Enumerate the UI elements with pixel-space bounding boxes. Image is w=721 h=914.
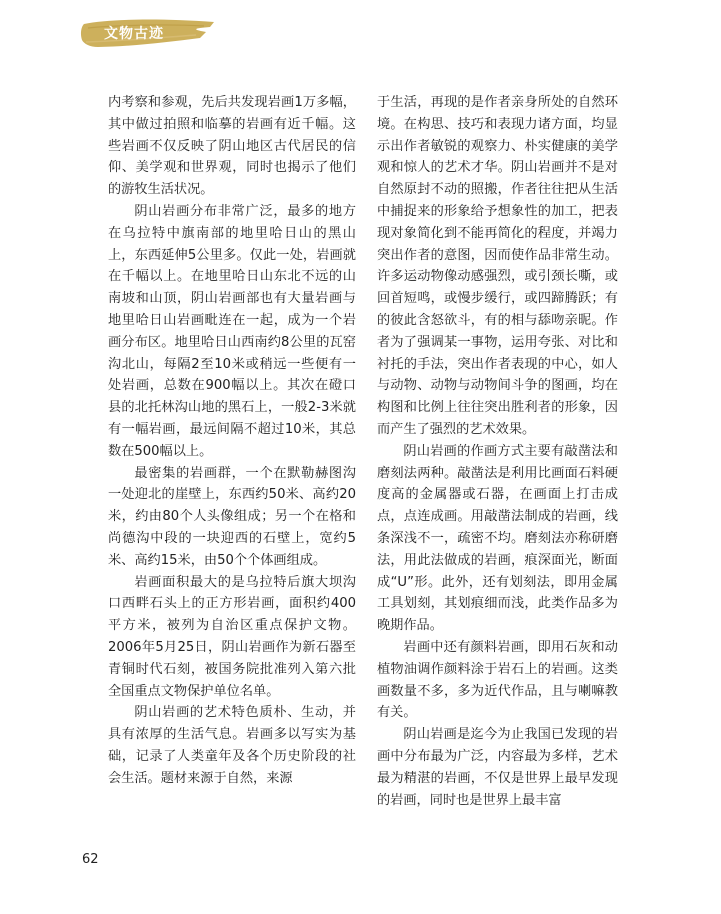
right-column (377, 92, 618, 811)
page-number: 62 (82, 852, 99, 867)
left-column (108, 92, 356, 790)
paragraph: 阴山岩画的艺术特色质朴、生动，并具有浓厚的生活气息。岩画多以写实为基础，记录了人类童年及各个历史阶段的社会生活。题材来源于自然，来源 (108, 705, 356, 786)
paragraph: 内考察和参观，先后共发现岩画1万多幅，其中做过拍照和临摹的岩画有近千幅。这些岩画不仅反映了阴山地区古代居民的信仰、美学观和世界观，同时也揭示了他们的游牧生活状况。 (108, 95, 356, 198)
paragraph: 阴山岩画是迄今为止我国已发现的岩画中分布最为广泛，内容最为多样，艺术最为精湛的岩画，不仅是世界上最早发现的岩画，同时也是世界上最丰富 (377, 727, 618, 808)
paragraph: 最密集的岩画群，一个在默勒赫图沟一处迎北的崖壁上，东西约50米、高约20米，约由80个人头像组成；另一个在格和尚德沟中段的一块迎西的石壁上，宽约5米、高约15米，由50个个体画组成。 (108, 465, 356, 568)
section-banner (78, 16, 218, 50)
paragraph: 于生活，再现的是作者亲身所处的自然环境。在构思、技巧和表现力诸方面，均显示出作者敏锐的观察力、朴实健康的美学观和惊人的艺术才华。阴山岩画并不是对自然原封不动的照搬，作者往往把从生活中捕捉来的形象给予想象性的加工，把表现对象简化到不能再简化的程度，并竭力突出作者的意图，因而使作品非常生动。许多运动物像动感强烈，或引颈长嘶，或回首短鸣，或慢步缓行，或四蹄腾跃；有的彼此含怒欲斗，有的相与舔吻亲昵。作者为了强调某一事物，运用夸张、对比和衬托的手法，突出作者表现的中心，如人与动物、动物与动物间斗争的图画，均在构图和比例上往往突出胜利者的形象，因而产生了强烈的艺术效果。 (377, 95, 618, 437)
section-title: 文物古迹 (104, 26, 164, 42)
paragraph: 岩画面积最大的是乌拉特后旗大坝沟口西畔石头上的正方形岩画，面积约400平方米，被列为自治区重点保护文物。2006年5月25日，阴山岩画作为新石器至青铜时代石刻，被国务院批准列入第六批全国重点文物保护单位名单。 (108, 574, 356, 699)
paragraph: 阴山岩画的作画方式主要有敲凿法和磨刻法两种。敲凿法是利用比画面石料硬度高的金属器或石器，在画面上打击成点，点连成画。用敲凿法制成的岩画，线条深浅不一，疏密不均。磨刻法亦称研磨法，用此法做成的岩画，痕深面光，断面成“U”形。此外，还有划刻法，即用金属工具划刻，其划痕细而浅，此类作品多为晚期作品。 (377, 443, 618, 634)
paragraph: 岩画中还有颜料岩画，即用石灰和动植物油调作颜料涂于岩石上的岩画。这类画数量不多，多为近代作品，且与喇嘛教有关。 (377, 639, 618, 721)
paragraph: 阴山岩画分布非常广泛，最多的地方在乌拉特中旗南部的地里哈日山的黑山上，东西延伸5公里多。仅此一处，岩画就在千幅以上。在地里哈日山东北不远的山南坡和山顶，阴山岩画部也有大量岩画与地里哈日山岩画毗连在一起，成为一个岩画分布区。地里哈日山西南约8公里的瓦窑沟北山，每隔2至10米或稍远一些便有一处岩画，总数在900幅以上。其次在磴口县的北托林沟山地的黑石上，一般2-3米就有一幅岩画，最远间隔不超过10米，其总数在500幅以上。 (108, 203, 356, 459)
